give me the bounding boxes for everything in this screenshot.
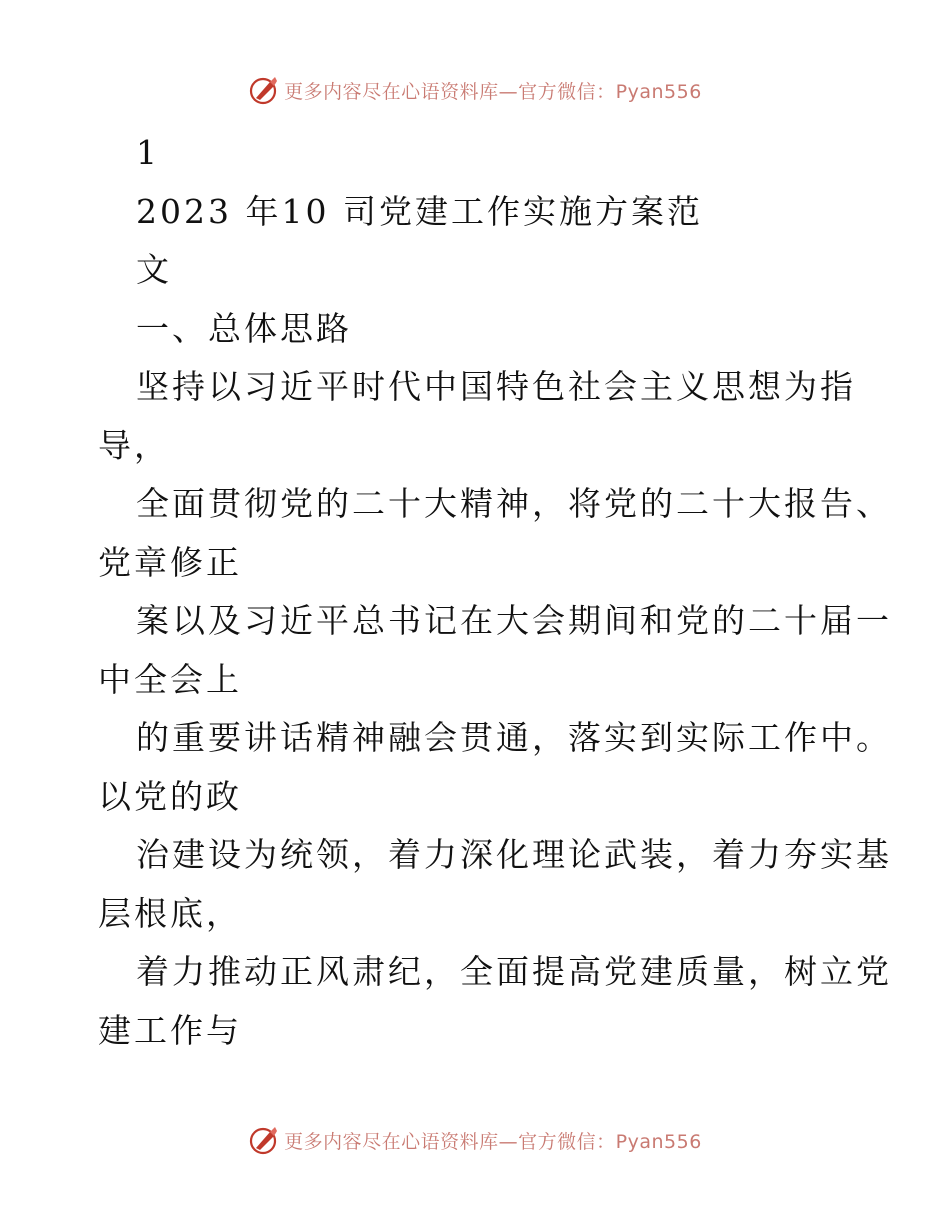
pen-logo-icon	[248, 1124, 280, 1156]
paragraph-line: 层根底，	[98, 893, 242, 933]
footer-watermark	[0, 1120, 950, 1160]
paragraph-line: 以党的政	[98, 776, 242, 816]
paragraph-line: 全面贯彻党的二十大精神，将党的二十大报告、	[136, 484, 892, 523]
paragraph-line: 导，	[98, 425, 170, 465]
paragraph-line: 治建设为统领，着力深化理论武装，着力夯实基	[136, 835, 892, 874]
document-body	[98, 124, 892, 1060]
pen-logo-icon	[248, 74, 280, 106]
watermark-text: 更多内容尽在心语资料库—官方微信：Pyan556	[284, 1130, 702, 1153]
section-heading: 一、总体思路	[136, 308, 352, 348]
header-watermark	[0, 70, 950, 110]
paragraph-line: 中全会上	[98, 659, 242, 699]
watermark-text: 更多内容尽在心语资料库—官方微信：Pyan556	[284, 80, 702, 103]
paragraph-line: 着力推动正风肃纪，全面提高党建质量，树立党	[136, 952, 892, 991]
document-title: 2023 年10 司党建工作实施方案范	[136, 191, 703, 231]
paragraph-line: 建工作与	[98, 1010, 242, 1050]
page-number: 1	[136, 133, 160, 172]
paragraph-line: 案以及习近平总书记在大会期间和党的二十届一	[136, 601, 892, 640]
paragraph-line: 党章修正	[98, 542, 242, 582]
paragraph-line: 坚持以习近平时代中国特色社会主义思想为指	[136, 367, 856, 406]
document-title-cont: 文	[136, 250, 172, 289]
paragraph-line: 的重要讲话精神融会贯通，落实到实际工作中。	[136, 718, 892, 757]
